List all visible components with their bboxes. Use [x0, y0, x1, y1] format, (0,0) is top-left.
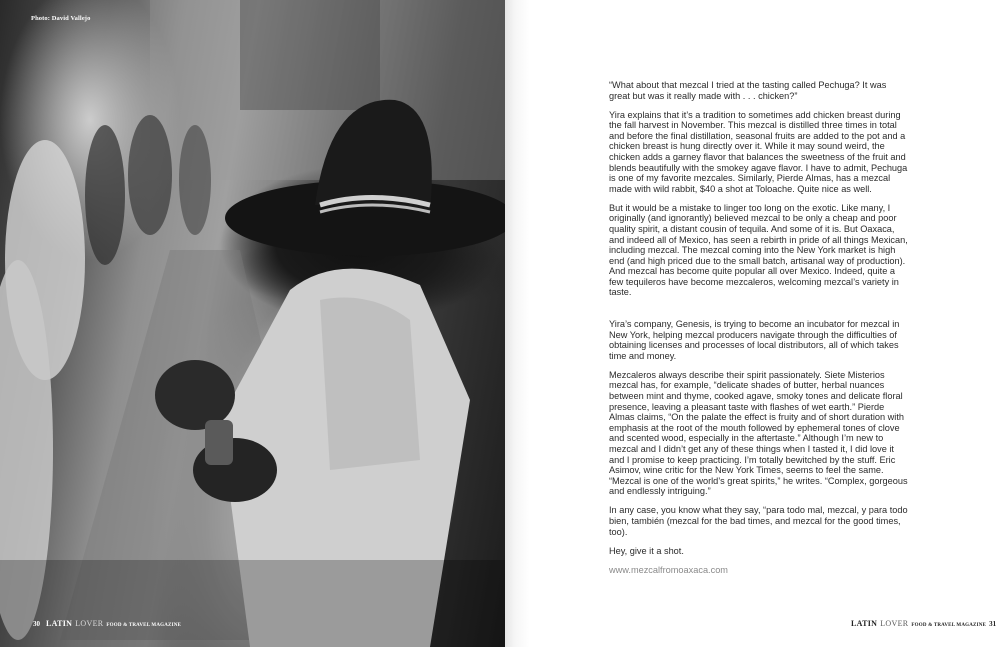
website-link[interactable]: www.mezcalfromoaxaca.com [609, 564, 728, 575]
folio-left [33, 619, 181, 628]
page-number-left: 30 [33, 620, 40, 628]
article-paragraph: Yira’s company, Genesis, is trying to become an incubator for mezcal in New York, helping mezcal producers navigate through the difficulties of obtaining licenses and processes of local distributors, all of which takes time and money. [609, 319, 900, 361]
brand-name-bold: LATIN [46, 619, 73, 628]
cup [205, 420, 233, 465]
brand-tagline: FOOD & TRAVEL MAGAZINE [106, 623, 182, 628]
crowd-figure [85, 125, 125, 265]
article-paragraph: Yira explains that it’s a tradition to sometimes add chicken breast during the fall harvest in November. This mezcal is distilled three times in total and before the final distillation, seasonal fruits are added to the pot and a chicken breast is hung directly over it. While it may sound weird, the chicken adds a garney flavor that balances the sweetness of the fruit and blends beautifully with the smokey agave flavor. I have to admit, Pechuga is one of my favorite mezcales. Similarly, Pierde Almas, has a mezcal made with wild rabbit, $40 a shot at Toloache. Quite nice as well. [609, 109, 908, 194]
article-paragraph: But it would be a mistake to linger too long on the exotic. Like many, I originally (and ignorantly) believed mezcal to be only a cheap and poor quality spirit, a distant cousin of tequila. And some of it is. But Oaxaca, and indeed all of Mexico, has seen a rebirth in pride of all things Mexican, including mezcal. The mezcal coming into the New York market is high end (and high priced due to the small batch, artisanal way of production). And mezcal has become quite popular all over Mexico. Indeed, quite a few tequileros have become mezcaleros, welcoming mezcal’s variety in taste. [609, 202, 908, 298]
hand [155, 360, 235, 430]
brand-tagline: FOOD & TRAVEL MAGAZINE [911, 623, 987, 628]
article-paragraph: Hey, give it a shot. [609, 545, 684, 556]
brand-name-light: LOVER [880, 619, 909, 628]
article-paragraph: “What about that mezcal I tried at the tasting called Pechuga? It was great but was it really made with . . . chicken?” [609, 80, 887, 101]
article-paragraph: Mezcaleros always describe their spirit passionately. Siete Misterios mezcal has, for example, “delicate shades of butter, herbal nuances between mint and thyme, cooked agave, smoky tones and delicate floral presence, leaving a pleasant taste with flashes of wet earth.” Pierde Almas claims, “On the palate the effect is fruity and of short duration with emphasis at the root of the mouth followed by ephemeral tones of clove and scented wood, especially in the aftertaste.” Although I’m new to mezcal and I didn’t get any of these things when I tasted it, I did love it and I promise to keep practicing. I’m totally bewitched by the stuff. Eric Asimov, wine critic for the New York Times, seems to feel the same. “Mezcal is one of the world’s great spirits,” he writes. “Complex, gorgeous and endlessly intriguing.” [609, 369, 908, 497]
brand-name-light: LOVER [75, 619, 104, 628]
article-paragraph: In any case, you know what they say, “para todo mal, mezcal, y para todo bien, también (mezcal for the bad times, and mezcal for the good times, too). [609, 505, 908, 537]
crowd-figure [128, 115, 172, 235]
brand-name-bold: LATIN [851, 619, 878, 628]
photo-credit: Photo: David Vallejo [31, 15, 91, 22]
right-page-text [505, 0, 1008, 647]
page-number-right: 31 [989, 620, 997, 628]
article-body [609, 80, 909, 583]
crowd-figure [179, 125, 211, 235]
balcony-shadow [240, 0, 380, 110]
folio-right [851, 619, 999, 628]
